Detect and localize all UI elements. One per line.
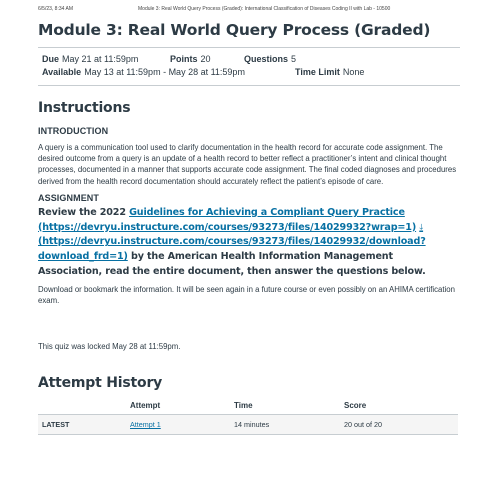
attempt-history-heading: Attempt History (38, 375, 163, 392)
column-header-score: Score (344, 401, 367, 411)
due-label: Due (42, 54, 60, 64)
print-page-title: Module 3: Real World Query Process (Graded): International Classification of Diseases Coding II with Lab - 10500 (138, 6, 391, 12)
available-dates (42, 66, 295, 79)
assignment-suffix: by the American Health Information Management Association, read the entire document, then answer the questions below. (38, 251, 426, 277)
attempt-time: 14 minutes (234, 415, 344, 435)
instructions-heading: Instructions (38, 100, 131, 116)
time-limit-label: Time Limit (295, 67, 340, 77)
points (170, 53, 244, 66)
guidelines-link-text: Guidelines for Achieving a Compliant Query Practice (129, 206, 405, 218)
download-icon[interactable]: ⤓ (419, 222, 424, 233)
attempt-label: LATEST (38, 415, 130, 435)
introduction-text: A query is a communication tool used to clarify documentation in the health record for accurate code assignment. The desired outcome from a query is an update of a health record to better reflect a practitioner’s intent and clinical thought processes, documented in a manner that supports accurate code assignment. The final coded diagnoses and procedures derived from the health record documentation should accurately reflect the patient’s episode of care. (38, 143, 457, 186)
print-timestamp: 6/5/23, 8:34 AM (38, 6, 74, 12)
column-header-time: Time (234, 401, 253, 411)
assignment-heading: ASSIGNMENT (38, 192, 100, 203)
table-row (38, 415, 458, 435)
questions-label: Questions (244, 54, 289, 64)
attempt-score: 20 out of 20 (344, 415, 458, 435)
available-value: May 13 at 11:59pm - May 28 at 11:59pm (84, 67, 245, 77)
attempt-history-table (38, 397, 458, 435)
available-label: Available (42, 67, 82, 77)
introduction-heading: INTRODUCTION (38, 126, 109, 136)
lock-notice: This quiz was locked May 28 at 11:59pm. (38, 342, 181, 352)
print-header (38, 6, 462, 16)
questions (244, 53, 296, 66)
quiz-details (38, 47, 460, 86)
followup-text: Download or bookmark the information. It will be seen again in a future course or even possibly on an AHIMA certification exam. (38, 284, 455, 305)
table-header-row (38, 397, 458, 415)
page-title: Module 3: Real World Query Process (Graded) (38, 21, 431, 39)
guidelines-link-url: (https://devryu.instructure.com/courses/93273/files/14029932?wrap=1) (38, 221, 417, 233)
points-value: 20 (200, 54, 211, 64)
points-label: Points (170, 54, 198, 64)
guidelines-download-link[interactable]: (https://devryu.instructure.com/courses/93273/files/14029932/download?download_frd=1) (38, 236, 426, 263)
time-limit-value: None (342, 67, 365, 77)
quiz-content (38, 20, 460, 435)
due-date (42, 53, 170, 66)
quiz-details-row-2 (42, 66, 460, 79)
assignment-prefix: Review the 2022 (38, 206, 130, 218)
questions-value: 5 (291, 54, 297, 64)
due-value: May 21 at 11:59pm (62, 54, 139, 64)
assignment-text (38, 206, 460, 280)
column-header-attempt: Attempt (130, 401, 161, 411)
column-header (38, 397, 130, 415)
quiz-details-row-1 (42, 53, 460, 66)
time-limit (295, 66, 364, 79)
attempt-cell (130, 415, 234, 435)
attempt-1-link[interactable]: Attempt 1 (130, 420, 161, 430)
